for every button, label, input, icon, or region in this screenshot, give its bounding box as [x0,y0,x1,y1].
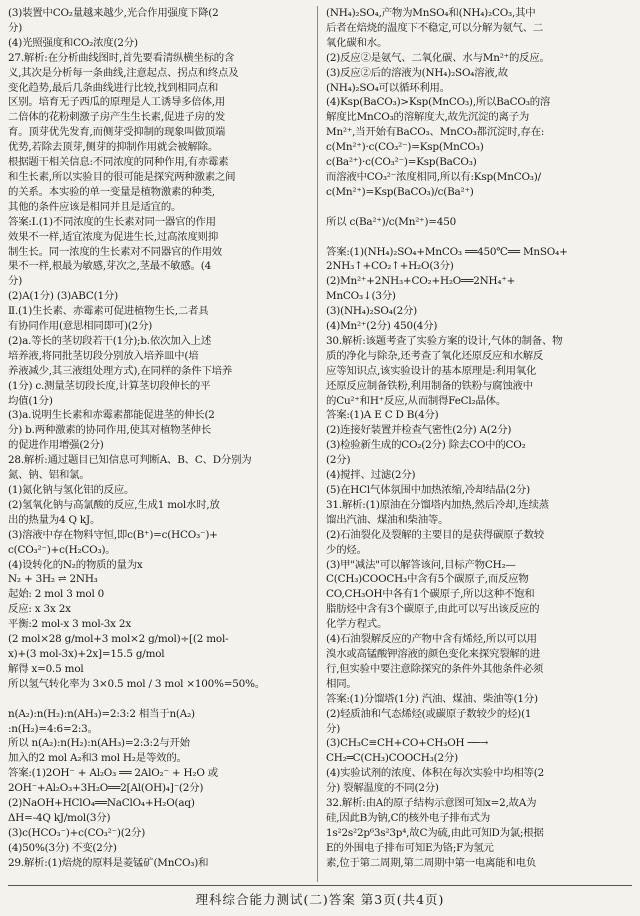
text-line: (2 mol×28 g/mol+3 mol×2 g/mol)÷[(2 mol- [8,633,229,646]
text-line: c(Mn²⁺)·c(CO₃²⁻)=Ksp(MnCO₃) [326,141,484,154]
text-line: 27.解析:在分析曲线图时,首先要看清纵横坐标的含 [8,51,235,64]
text-line: 养液减少,其三液组处理方式),在同样的条件下培养 [8,364,233,377]
text-line: 反应: x 3x 2x [8,603,71,616]
text-line: 答案:(1)分馏塔(1分) 汽油、煤油、柴油等(1分) [326,692,538,705]
text-line: 义,其次是分析每一条曲线,注意起点、拐点和终点及 [8,66,239,79]
text-line: (2)轻质油和气态烯烃(或碳原子数较少的烃)(1 [326,707,532,720]
text-line: 解度比MnCO₃的溶解度大,故先沉淀的离子为 [326,111,530,124]
text-line: 29.解析:(1)焙烧的原料是菱锰矿(MnCO₃)和 [8,856,209,869]
text-line [326,230,628,245]
text-line: (4)设转化的N₂的物质的量为x [8,558,143,571]
text-line: 后者在焙烧的温度下不稳定,可以分解为氨气、二 [326,21,544,34]
text-line: 其他的条件应该是相同并且是适宜的。 [8,200,182,213]
text-line: (2)反应②是氨气、二氧化碳、水与Mn²⁺的反应。 [326,51,550,64]
text-line: 分) 裂解温度的不同(2分) [326,782,439,795]
text-line: MnCO₃↓(3分) [326,290,396,303]
text-line: 馏出汽油、煤油和柴油等。 [326,513,449,526]
text-line: 的Cu²⁺和H⁺反应,从而制得FeCl₂晶体。 [326,394,507,407]
text-line: 制生长。同一浓度的生长素对不同器官的作用效 [8,245,223,258]
text-line: (3)甲"减法"可以解答该问,目标产物CH₂— [326,558,516,571]
text-line: CH₂═C(CH₃)COOCH₃(2分) [326,752,458,765]
text-line: 素,位于第二周期,第二周期中第一电离能和电负 [326,856,537,869]
text-line: 果不一样,根最为敏感,芽次之,茎最不敏感。(4 [8,260,212,273]
footer-rule [8,885,632,886]
text-line: (4)搅拌、过滤(2分) [326,469,416,482]
text-line: 和生长素,所以实验目的很可能是探究两种激素之间 [8,170,236,183]
text-line: 溴水或高锰酸钾溶液的颜色变化来探究裂解的进 [326,647,541,660]
text-line: E的外围电子排布可知E为铬;F为氢元 [326,841,494,854]
text-line: 32.解析:由A的原子结构示意图可知x=2,故A为 [326,797,537,810]
text-line: 分) [8,21,23,34]
text-line: 氧化碳和水。 [326,36,388,49]
text-line: 所以 c(Ba²⁺)/c(Mn²⁺)=450 [326,215,457,228]
text-line: 分) [8,275,23,288]
text-line: 出的热量为4 Q kJ。 [8,513,101,526]
text-line: (5)在HCl气体氛围中加热浓缩,冷却结晶(2分) [326,484,530,496]
text-line: (4)光照强度和CO₂浓度(2分) [8,36,138,49]
text-line: 化学方程式。 [326,618,388,631]
text-line: 答案:(1)2OH⁻ + Al₂O₃ ══ 2AlO₂⁻ + H₂O 或 [8,767,218,780]
text-line: 2OH⁻+Al₂O₃+3H₂O══2[Al(OH)₄]⁻(2分) [8,782,204,795]
text-line: 行,但实验中要注意除探究的条件外其他条件必须 [326,662,544,675]
text-line: (3)检验新生成的CO₂(2分) 除去CO中的CO₂ [326,439,526,452]
text-line: 脂肪烃中含有3个碳原子,由此可以写出该反应的 [326,603,540,616]
text-line: (4)Ksp(BaCO₃)>Ksp(MnCO₃),所以BaCO₃的溶 [326,96,551,109]
text-line: (2分) [326,454,351,467]
text-line: 的促进作用增强(2分) [8,439,104,452]
text-line: ΔH=-4Q kJ/mol(3分) [8,811,111,824]
text-line: 还原反应制备铁粉,利用制备的铁粉与腐蚀液中 [326,379,533,392]
text-line: 变化趋势,最后几条曲线进行比较,找到相同点和 [8,81,219,94]
text-line: (1)氮化钠与氢化铝的反应。 [8,484,135,496]
text-line: CO,CH₃OH中各有1个碳原子,所以这种不饱和 [326,588,535,601]
text-line: (4)Mn²⁺(2分) 450(4分) [326,320,438,333]
text-line: 答案:(1)(NH₄)₂SO₄+MnCO₃ ══450℃══ MnSO₄+ [326,245,568,258]
page-footer: 理科综合能力测试(二)答案 第3页(共4页) [195,892,445,907]
text-line: 31.解析:(1)原油在分馏塔内加热,然后冷却,连续蒸 [326,498,549,511]
text-line: (4)实验试剂的浓度、体积在每次实验中均相等(2 [326,767,545,780]
text-line: 根据题干相关信息:不同浓度的同种作用,有赤霉素 [8,156,229,169]
text-line: 相同。 [326,677,357,690]
text-line: (1分) c.测量茎切段长度,计算茎切段伸长的平 [8,379,211,392]
right-column [326,6,628,871]
text-line: (2)石油裂化及裂解的主要目的是获得碳原子数较 [326,528,544,541]
text-line: c(Mn²⁺)=Ksp(BaCO₃)/c(Ba²⁺) [326,185,474,198]
text-line: (3)c(HCO₃⁻)+c(CO₃²⁻)(2分) [8,826,146,839]
text-line: (4)石油裂解反应的产物中含有烯烃,所以可以用 [326,633,537,646]
text-line: c(CO₃²⁻)+c(H₂CO₃)。 [8,543,116,556]
text-line: 解得 x=0.5 mol [8,662,84,675]
text-line: 应等知识点,该实验设计的基本原理是:利用氧化 [326,364,537,377]
text-line: 育。顶芽优先发育,而侧芽受抑制的现象叫做顶端 [8,126,226,139]
text-line: (2)a.等长的茎切段若干(1分);b.依次加入上述 [8,334,212,347]
text-line: 氮、钠、铝和氯。 [8,469,90,482]
text-line: (2)A(1分) (3)ABC(1分) [8,290,118,303]
text-line: 分) [326,722,341,735]
text-line: (NH₄)₂SO₄,产物为MnSO₄和(NH₄)₂CO₃,其中 [326,7,536,19]
left-column [8,6,310,871]
text-line: 硅,因此B为钠,C的核外电子排布式为 [326,811,491,824]
text-line: :n(H₂)=4:6=2:3。 [8,722,98,735]
text-line: c(Ba²⁺)·c(CO₃²⁻)=Ksp(BaCO₃) [326,156,477,169]
text-line: 所以 n(A₂):n(H₂):n(AH₃)=2:3:2与开始 [8,737,190,750]
text-line: 二倍体的花粉刺激子房产生生长素,促进子房的发 [8,111,226,124]
text-line: 1s²2s²2p⁶3s²3p⁴,故C为硫,由此可知D为氯;根据 [326,826,544,839]
text-line: 2NH₃↑+CO₂↑+H₂O(3分) [326,260,454,273]
text-line: (3)(NH₄)₂SO₄(2分) [326,305,418,318]
text-line: (3)溶液中存在物料守恒,即c(B⁺)=c(HCO₃⁻)+ [8,528,218,541]
text-line: 优势,若除去顶芽,侧芽的抑制作用就会被解除。 [8,141,219,154]
text-line: 有协同作用(意思相同即可)(2分) [8,320,153,333]
text-line: 区别。培育无子西瓜的原理是人工诱导多倍体,用 [8,96,226,109]
text-line: (2)连接好装置并检查气密性(2分) A(2分) [326,424,512,437]
text-line: 效果不一样,适宜浓度为促进生长,过高浓度则抑 [8,230,219,243]
text-line: 而溶液中CO₃²⁻浓度相同,所以有:Ksp(MnCO₃)/ [326,170,541,183]
text-line: 所以氢气转化率为 3×0.5 mol / 3 mol ×100%=50%。 [8,677,265,690]
text-line: (2)氢氧化钠与高氯酸的反应,生成1 mol水时,放 [8,498,220,511]
text-line: 28.解析:通过题目已知信息可判断A、B、C、D分别为 [8,454,252,467]
text-line: (3)装置中CO₂量越来越少,光合作用强度下降(2 [8,7,219,19]
text-line: C(CH₃)COOCH₃中含有5个碳原子,而反应物 [326,573,529,586]
text-line: n(A₂):n(H₂):n(AH₃)=2:3:2 相当于n(A₂) [8,707,195,720]
text-line: (2)NaOH+HClO₄══NaClO₄+H₂O(aq) [8,797,195,810]
text-line: 质的净化与除杂,还考查了氧化还原反应和水解反 [326,349,544,362]
text-line: (2)Mn²⁺+2NH₃+CO₂+H₂O══2NH₄⁺+ [326,275,516,288]
text-line: 的关系。本实验的单一变量是植物激素的种类, [8,185,215,198]
text-line: (3)反应②后的溶液为(NH₄)₂SO₄溶液,故 [326,66,508,79]
text-line: x)+(3 mol-3x)+2x]=15.5 g/mol [8,647,165,660]
text-line: (NH₄)₂SO₄可以循环利用。 [326,81,450,94]
text-line: 均值(1分) [8,394,53,407]
column-divider [317,6,318,882]
text-line: (3)a.说明生长素和赤霉素都能促进茎的伸长(2 [8,409,215,422]
text-line: 答案:Ⅰ.(1)不同浓度的生长素对同一器官的作用 [8,215,216,228]
text-line: 起始: 2 mol 3 mol 0 [8,588,105,601]
text-line: 平衡:2 mol-x 3 mol-3x 2x [8,618,132,631]
text-line: N₂ + 3H₂ ⇌ 2NH₃ [8,573,98,586]
text-line: 答案:(1)A E C D B(4分) [326,409,439,422]
text-line: 30.解析:该题考查了实验方案的设计,气体的制备、物 [326,334,563,347]
text-line: 分) b.两种激素的协同作用,使其对植物茎伸长 [8,424,212,437]
text-line: 少的烃。 [326,543,367,556]
text-line: 培养液,将同批茎切段分别放入培养皿中(培 [8,349,199,362]
text-line: (4)50%(3分) 不变(2分) [8,841,117,854]
text-line: (3)CH₃C≡CH+CO+CH₃OH ──→ [326,737,489,750]
text-line: 加入的2 mol A₂和3 mol H₂是等效的。 [8,752,187,765]
text-line: Ⅱ.(1)生长素、赤霉素可促进植物生长,二者具 [8,305,209,318]
text-line: Mn²⁺,当开始有BaCO₃、MnCO₃都沉淀时,存在: [326,126,545,139]
text-line [8,692,310,707]
text-line [326,200,628,215]
